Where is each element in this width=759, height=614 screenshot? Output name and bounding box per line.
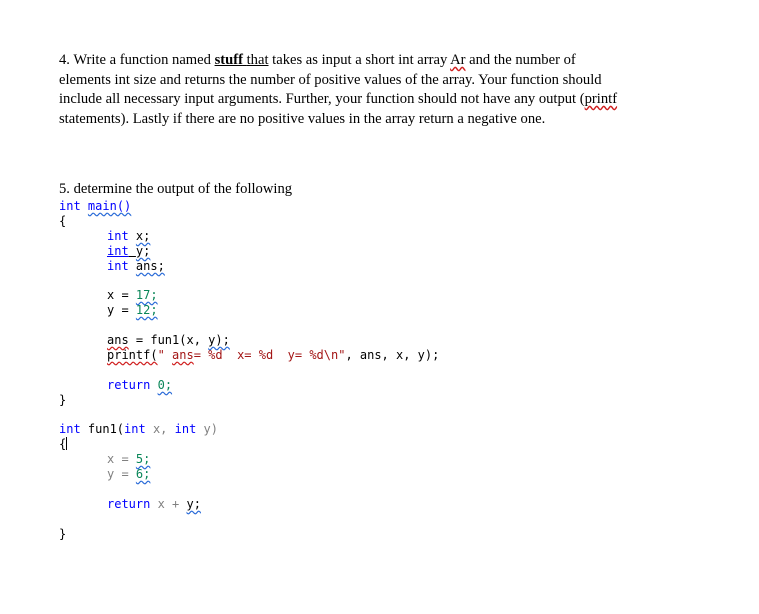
- fun1-signature: int fun1(int x, int y): [59, 422, 219, 436]
- fun1-open-brace: {: [59, 437, 67, 451]
- main-signature: int main(): [59, 199, 132, 213]
- q4-word-that: that: [246, 52, 269, 68]
- fun1-return: return x + y;: [107, 497, 201, 511]
- call-fun1: ans = fun1(x, y);: [107, 333, 230, 347]
- q4-text: include all necessary input arguments. Further, your function should not have any output (: [59, 91, 585, 107]
- main-open-brace: {: [59, 214, 67, 228]
- q4-line-4: statements). Lastly if there are no positive values in the array return a negative one.: [59, 110, 546, 127]
- function-name-stuff: stuff: [214, 52, 243, 68]
- fun1-close-brace: }: [59, 527, 67, 541]
- fun1-assign-x: x = 5;: [107, 452, 151, 466]
- q4-text: takes as input a short int array: [268, 52, 451, 68]
- decl-ans: int ans;: [107, 259, 165, 273]
- array-name-ar: Ar: [450, 52, 466, 68]
- question-5-title: 5. determine the output of the following: [59, 181, 293, 197]
- main-close-brace: }: [59, 393, 67, 407]
- q4-line-2: elements int size and returns the number of positive values of the array. Your function should: [59, 71, 602, 88]
- assign-x: x = 17;: [107, 288, 158, 302]
- printf-call: printf(" ans= %d x= %d y= %d\n", ans, x, y);: [107, 348, 440, 362]
- text-cursor: [66, 437, 67, 450]
- q4-text: 4. Write a function named: [59, 52, 215, 68]
- decl-x: int x;: [107, 229, 151, 243]
- q4-text: and the number of: [465, 52, 576, 68]
- q4-word-printf: printf: [584, 91, 618, 107]
- decl-y: int y;: [107, 244, 151, 258]
- main-return: return 0;: [107, 378, 173, 392]
- fun1-assign-y: y = 6;: [107, 467, 151, 481]
- assign-y: y = 12;: [107, 303, 158, 317]
